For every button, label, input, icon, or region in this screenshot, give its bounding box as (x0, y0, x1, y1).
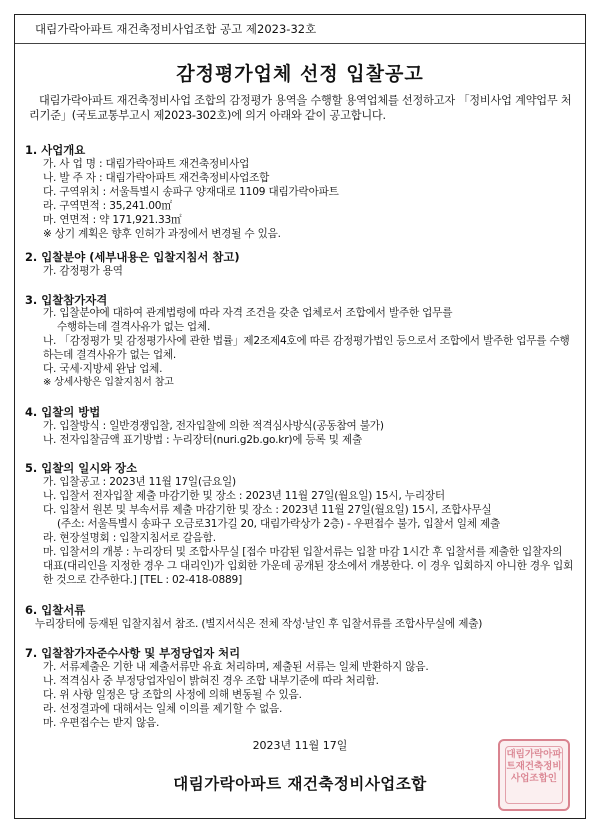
section-title-compliance: 7. 입찰참가자준수사항 및 부정당업자 처리 (25, 646, 241, 660)
organization-name: 대림가락아파트 재건축정비사업조합 (173, 775, 427, 793)
section-title-method: 4. 입찰의 방법 (25, 405, 101, 419)
list-item: 가. 입찰분야에 대하여 관계법령에 따라 자격 조건을 갖춘 업체로서 조합에서 발주한 업무를 (43, 307, 453, 319)
list-item: (주소: 서울특별시 송파구 오금로31가길 20, 대림가락상가 2층) - 우편접수 불가, 입찰서 일체 제출 (57, 518, 501, 530)
list-item: 가. 서류제출은 기한 내 제출서류만 유효 처리하며, 제출된 서류는 일체 반환하지 않음. (43, 661, 429, 673)
list-item: ※ 상세사항은 입찰지침서 참고 (43, 377, 174, 388)
section-title-documents: 6. 입찰서류 (25, 603, 86, 617)
list-item: 나. 발 주 자 : 대림가락아파트 재건축정비사업조합 (43, 172, 270, 184)
list-item: 다. 구역위치 : 서울특별시 송파구 양재대로 1109 대림가락아파트 (43, 186, 339, 198)
list-item: 다. 입찰서 원본 및 부속서류 제출 마감기한 및 장소 : 2023년 11월 27일(월요일) 15시, 조합사무실 (43, 504, 492, 516)
list-item: 마. 입찰서의 개봉 : 누리장터 및 조합사무실 [접수 마감된 입찰서류는 입찰 마감 1시간 후 입찰서를 제출한 입찰자의 대표(대리인을 지정한 경우 그 대리인)가 입회한 가운데 공개된 장소에서 개봉한다. 이 경우 입회하지 아니한 경우 입회한 것으로 간주한다.] [TEL : 02-418-0889] (43, 546, 574, 586)
list-item: 수행하는데 결격사유가 없는 업체. (57, 321, 211, 333)
list-item: 다. 위 사항 일정은 당 조합의 사정에 의해 변동될 수 있음. (43, 689, 302, 701)
list-item: 마. 연면적 : 약 171,921.33㎡ (43, 214, 182, 226)
page-title: 감정평가업체 선정 입찰공고 (176, 63, 424, 85)
list-item: 다. 국세·지방세 완납 업체. (43, 363, 163, 375)
list-item: 가. 사 업 명 : 대림가락아파트 재건축정비사업 (43, 158, 250, 170)
list-item: 라. 구역면적 : 35,241.00㎡ (43, 200, 172, 212)
list-item: 나. 「감정평가 및 감정평가사에 관한 법률」제2조제4호에 따른 감정평가법인 등으로서 조합에서 발주한 업무를 수행하는데 결격사유가 없는 업체. (43, 335, 570, 361)
list-item: 가. 입찰공고 : 2023년 11월 17일(금요일) (43, 476, 236, 488)
section-title-bid-field: 2. 입찰분야 (세부내용은 입찰지침서 참고) (25, 250, 240, 264)
notice-document (14, 14, 586, 819)
list-item: 라. 선정결과에 대해서는 일체 이의를 제기할 수 없음. (43, 703, 283, 715)
list-item: 나. 입찰서 전자입찰 제출 마감기한 및 장소 : 2023년 11월 27일(월요일) 15시, 누리장터 (43, 490, 445, 502)
list-item: 가. 감정평가 용역 (43, 265, 123, 277)
header-divider (15, 43, 585, 44)
notice-number: 대림가락아파트 재건축정비사업조합 공고 제2023-32호 (35, 22, 317, 36)
seal-text: 대림가락아파트재건축정비사업조합인 (506, 749, 562, 784)
official-seal-stamp (498, 739, 570, 811)
notice-date: 2023년 11월 17일 (252, 739, 348, 752)
list-item: 누리장터에 등재된 입찰지침서 참조. (별지서식은 전체 작성·날인 후 입찰서류를 조합사무실에 제출) (35, 618, 483, 630)
intro-paragraph: 대림가락아파트 재건축정비사업 조합의 감정평가 용역을 수행할 용역업체를 선정하고자 「정비사업 계약업무 처리기준」(국토교통부고시 제2023-302호)에 의거 아래와 같이 공고합니다. (29, 94, 572, 122)
section-title-qualification: 3. 입찰참가자격 (25, 293, 108, 307)
section-title-overview: 1. 사업개요 (25, 143, 86, 157)
list-item: 나. 전자입찰금액 표기방법 : 누리장터(nuri.g2b.go.kr)에 등록 및 제출 (43, 434, 363, 446)
list-item: 가. 입찰방식 : 일반경쟁입찰, 전자입찰에 의한 적격심사방식(공동참여 불가) (43, 420, 384, 432)
list-item: ※ 상기 계획은 향후 인허가 과정에서 변경될 수 있음. (43, 228, 281, 240)
section-title-schedule: 5. 입찰의 일시와 장소 (25, 461, 138, 475)
list-item: 라. 현장설명회 : 입찰지침서로 갈음함. (43, 532, 216, 544)
list-item: 마. 우편접수는 받지 않음. (43, 717, 160, 729)
list-item: 나. 적격심사 중 부정당업자임이 밝혀진 경우 조합 내부기준에 따라 처리함. (43, 675, 379, 687)
